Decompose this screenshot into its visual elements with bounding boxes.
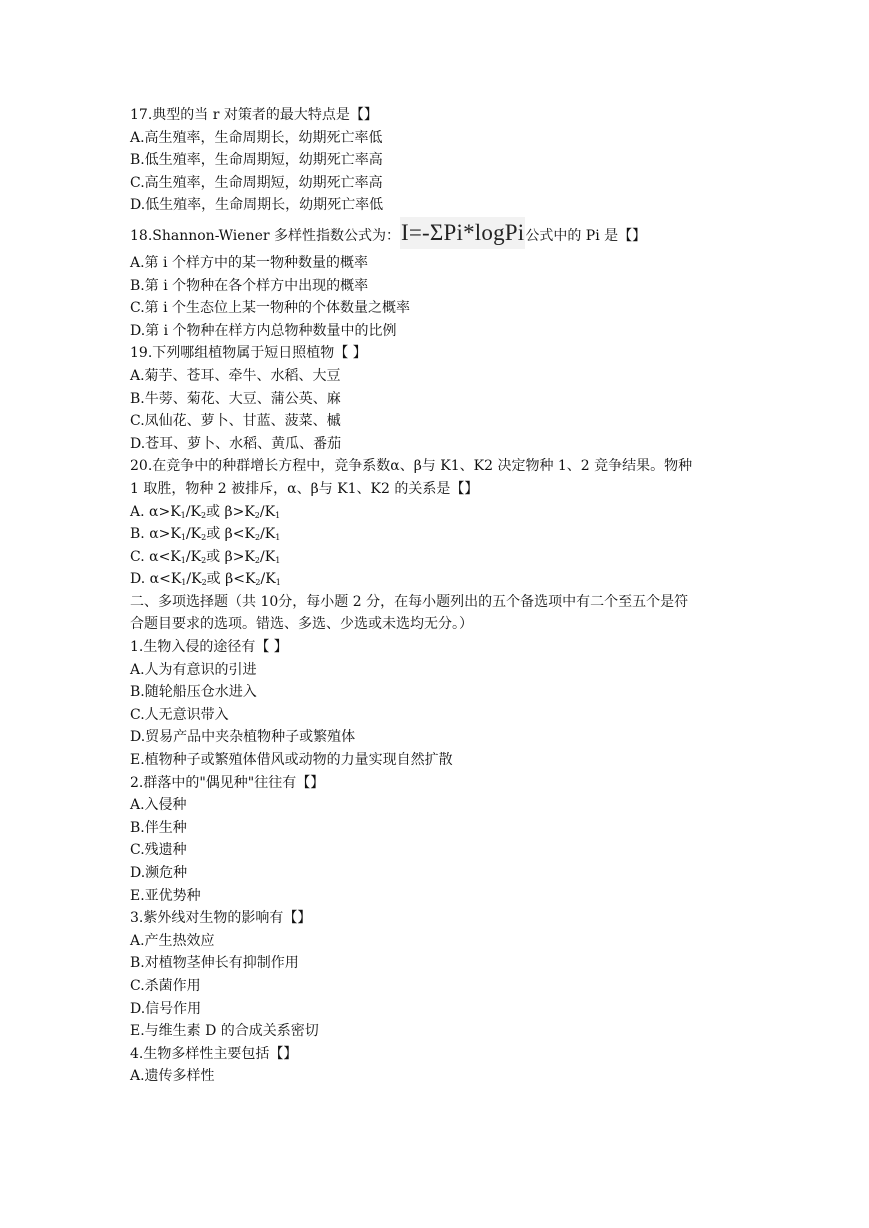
m2-stem: 2.群落中的"偶见种"往往有【】 xyxy=(130,774,325,791)
q18-stem xyxy=(130,220,750,252)
q19-option-a: A.菊芋、苍耳、牵牛、水稻、大豆 xyxy=(130,367,341,384)
q20-option-c: C. $\alpha<K_1/K_2$或 $\beta>K_2/K_1$ xyxy=(130,548,281,565)
m4-stem: 4.生物多样性主要包括【】 xyxy=(130,1045,298,1062)
m3-stem: 3.紫外线对生物的影响有【】 xyxy=(130,910,312,927)
q20-stem-line-1: 20.在竞争中的种群增长方程中，竞争系数α、β与 K1、K2 决定物种 1、2 竞争结果。物种 xyxy=(130,458,693,475)
m2-option-e: E.亚优势种 xyxy=(130,887,201,904)
q18-option-c: C.第 i 个生态位上某一物种的个体数量之概率 xyxy=(130,300,411,317)
q17-option-d: D.低生殖率，生命周期长，幼期死亡率低 xyxy=(130,197,384,214)
m1-stem: 1.生物入侵的途径有【 】 xyxy=(130,639,288,656)
m3-option-e: E.与维生素 D 的合成关系密切 xyxy=(130,1023,319,1040)
q18-option-b: B.第 i 个物种在各个样方中出现的概率 xyxy=(130,277,369,294)
m2-option-c: C.残遗种 xyxy=(130,842,187,859)
q20-option-d: D. $\alpha<K_1/K_2$或 $\beta<K_2/K_1$ xyxy=(130,571,281,588)
m4-option-a: A.遗传多样性 xyxy=(130,1068,215,1085)
q18-option-a: A.第 i 个样方中的某一物种数量的概率 xyxy=(130,254,368,271)
m2-option-a: A.入侵种 xyxy=(130,797,187,814)
q20-stem-line-2: 1 取胜，物种 2 被排斥，α、β与 K1、K2 的关系是【】 xyxy=(130,480,479,497)
q17-stem: 17.典型的当 r 对策者的最大特点是【】 xyxy=(130,107,378,123)
m1-option-b: B.随轮船压仓水进入 xyxy=(130,684,257,701)
m3-option-c: C.杀菌作用 xyxy=(130,977,201,994)
q20-option-b: B. $\alpha>K_1/K_2$或 $\beta<K_2/K_1$ xyxy=(130,526,281,543)
section2-heading-line-1: 二、多项选择题（共 10分，每小题 2 分，在每小题列出的五个备选项中有二个至五个是符 xyxy=(130,593,689,610)
q18-stem-suffix: 公式中的 Pi 是【】 xyxy=(525,227,647,244)
m1-option-a: A.人为有意识的引进 xyxy=(130,661,257,678)
m3-option-a: A.产生热效应 xyxy=(130,932,215,949)
q18-stem-prefix: 18.Shannon-Wiener 多样性指数公式为： xyxy=(130,227,401,244)
shannon-formula-image: I=-ΣPi*logPi xyxy=(400,217,525,249)
q19-option-d: D.苍耳、萝卜、水稻、黄瓜、番茄 xyxy=(130,435,342,452)
q18-option-d: D.第 i 个物种在样方内总物种数量中的比例 xyxy=(130,322,397,339)
document-page xyxy=(130,104,750,1088)
q19-stem: 19.下列哪组植物属于短日照植物【 】 xyxy=(130,345,367,362)
m3-option-d: D.信号作用 xyxy=(130,1000,202,1017)
m3-option-b: B.对植物茎伸长有抑制作用 xyxy=(130,955,299,972)
q17-option-a: A.高生殖率，生命周期长，幼期死亡率低 xyxy=(130,129,383,146)
m2-option-d: D.濒危种 xyxy=(130,865,188,881)
m2-option-b: B.伴生种 xyxy=(130,819,187,836)
q19-option-c: C.凤仙花、萝卜、甘蓝、菠菜、槭 xyxy=(130,413,341,430)
m1-option-e: E.植物种子或繁殖体借风或动物的力量实现自然扩散 xyxy=(130,752,453,769)
q17-option-c: C.高生殖率，生命周期短，幼期死亡率高 xyxy=(130,174,383,191)
m1-option-d: D.贸易产品中夹杂植物种子或繁殖体 xyxy=(130,729,356,746)
q20-option-a: A. $\alpha>K_1/K_2$或 $\beta>K_2/K_1$ xyxy=(130,503,281,520)
q17-option-b: B.低生殖率，生命周期短，幼期死亡率高 xyxy=(130,152,383,169)
q19-option-b: B.牛蒡、菊花、大豆、蒲公英、麻 xyxy=(130,390,341,407)
section2-heading-line-2: 合题目要求的选项。错选、多选、少选或未选均无分。） xyxy=(130,616,473,633)
m1-option-c: C.人无意识带入 xyxy=(130,706,229,723)
